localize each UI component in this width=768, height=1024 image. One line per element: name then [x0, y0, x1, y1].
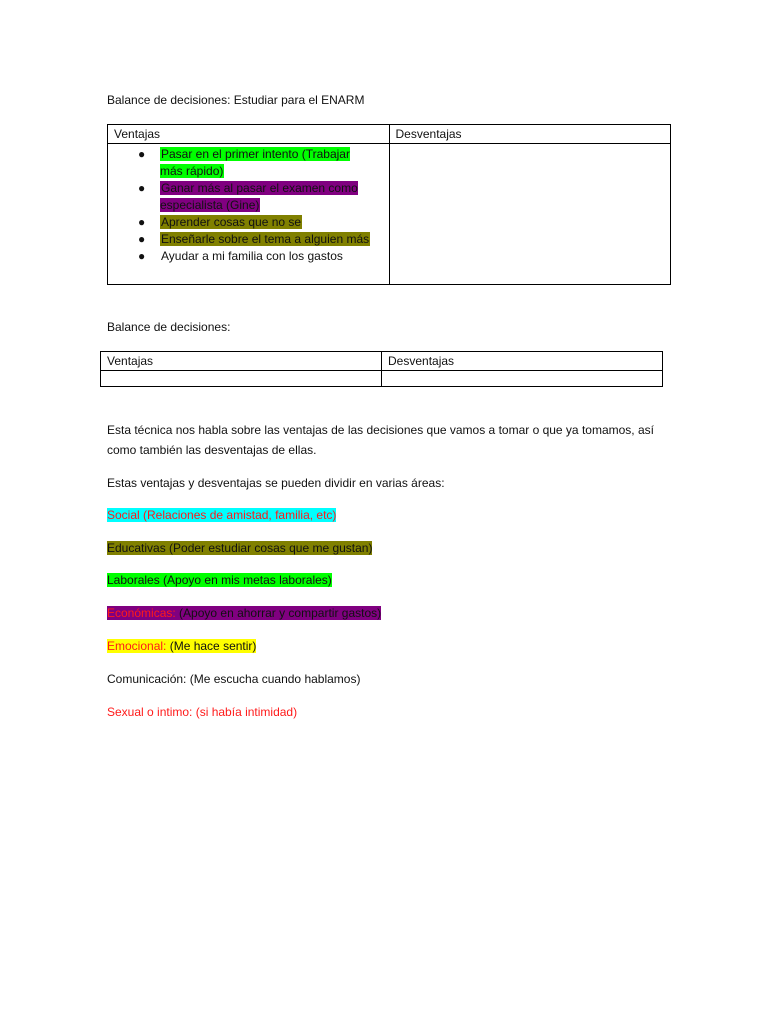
ventajas-list — [114, 146, 383, 265]
heading-balance: Balance de decisiones: — [107, 320, 231, 334]
areas-intro: Estas ventajas y desventajas se pueden dividir en varias áreas: — [107, 476, 445, 490]
area-economicas-desc: (Apoyo en ahorrar y compartir gastos) — [175, 606, 382, 620]
area-laborales — [107, 571, 332, 589]
list-item — [138, 180, 375, 214]
area-economicas-label: Económicas: — [107, 606, 176, 620]
col-header-ventajas: Ventajas — [108, 125, 390, 144]
ventaja-text: Ganar más al pasar el examen como especialista (Gine) — [160, 181, 358, 212]
area-comunicacion: Comunicación: (Me escucha cuando hablamos) — [107, 672, 361, 686]
desventajas-cell — [389, 144, 671, 285]
empty-cell — [101, 371, 382, 387]
area-educativas-text: Educativas (Poder estudiar cosas que me gustan) — [107, 541, 373, 555]
ventaja-text: Aprender cosas que no se — [161, 215, 302, 229]
ventaja-text: Enseñarle sobre el tema a alguien más — [161, 232, 370, 246]
area-sexual: Sexual o intimo: (si había intimidad) — [107, 705, 298, 719]
bullet-icon: ● — [138, 181, 146, 195]
bullet-icon: ● — [138, 232, 146, 246]
ventaja-text: Pasar en el primer intento (Trabajar más rápido) — [160, 147, 350, 178]
list-item — [138, 214, 375, 231]
area-emocional — [107, 637, 256, 655]
decision-table-enarm — [107, 124, 671, 285]
col-header-desventajas: Desventajas — [382, 352, 663, 371]
ventajas-cell — [108, 144, 390, 285]
col-header-desventajas: Desventajas — [389, 125, 671, 144]
area-emocional-label: Emocional: — [107, 639, 167, 653]
area-economicas — [107, 604, 381, 622]
list-item — [138, 248, 375, 265]
col-header-ventajas: Ventajas — [101, 352, 382, 371]
ventaja-text: Ayudar a mi familia con los gastos — [161, 249, 343, 263]
area-emocional-desc: (Me hace sentir) — [166, 639, 257, 653]
empty-cell — [382, 371, 663, 387]
bullet-icon: ● — [138, 215, 146, 229]
bullet-icon: ● — [138, 249, 146, 263]
area-social-text: Social (Relaciones de amistad, familia, etc) — [107, 508, 337, 522]
technique-paragraph: Esta técnica nos habla sobre las ventajas de las decisiones que vamos a tomar o que ya tomamos, así como también las desventajas de ellas. — [107, 423, 654, 457]
area-laborales-text: Laborales (Apoyo en mis metas laborales) — [107, 573, 332, 587]
list-item — [138, 146, 375, 180]
area-social — [107, 506, 336, 524]
decision-table-blank — [100, 351, 663, 387]
bullet-icon: ● — [138, 147, 146, 161]
heading-enarm: Balance de decisiones: Estudiar para el ENARM — [107, 93, 365, 107]
list-item — [138, 231, 375, 248]
area-educativas — [107, 539, 372, 557]
